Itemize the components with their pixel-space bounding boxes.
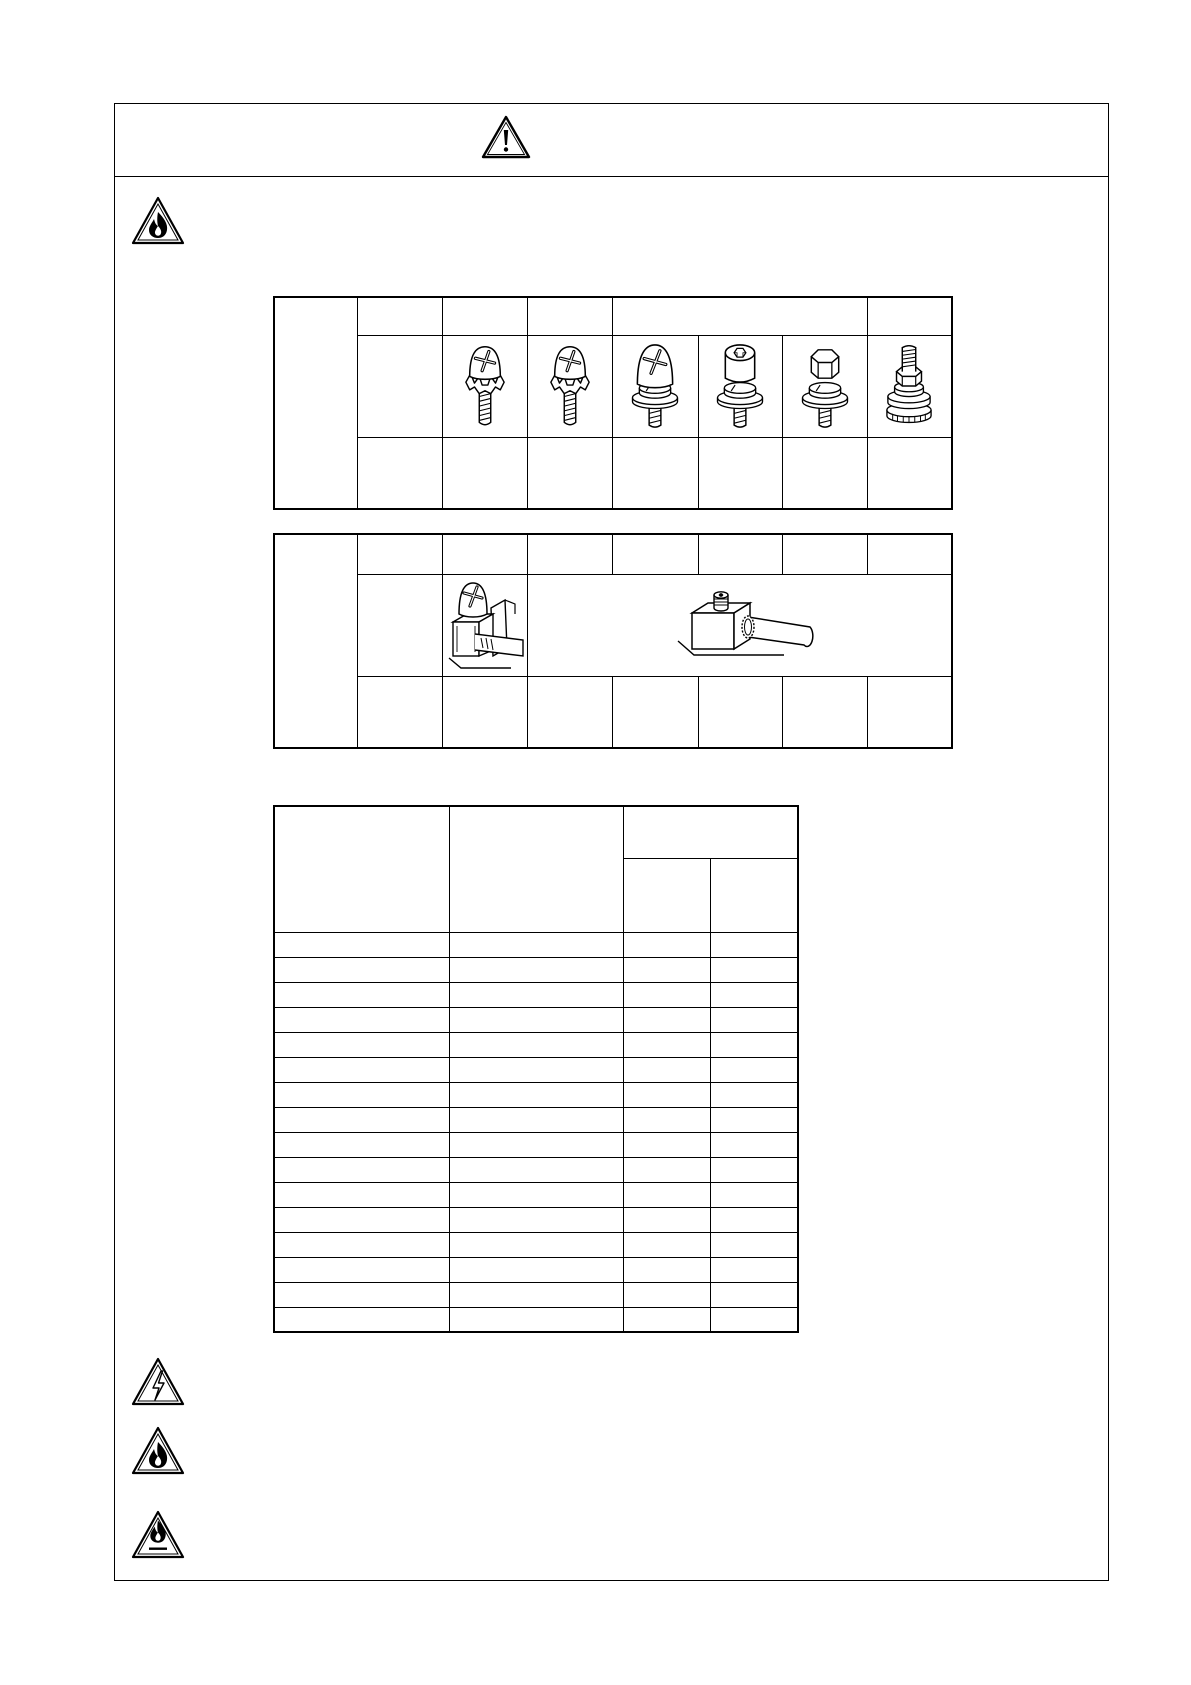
table-cell <box>274 1182 449 1207</box>
fire-hazard-icon <box>131 196 185 246</box>
electric-shock-icon <box>131 1357 185 1407</box>
table-cell <box>623 932 710 957</box>
pan-head-screw-spring-flat-washer-icon <box>630 341 680 431</box>
fastener-table-header-row <box>274 297 952 335</box>
terminal-table-label-cell <box>357 676 442 748</box>
fastener-value-cell <box>867 437 952 509</box>
table-row <box>274 1132 798 1157</box>
fastener-table-header-cell <box>867 297 952 335</box>
table-cell <box>623 1232 710 1257</box>
terminal-table-header-cell <box>867 534 952 574</box>
table-cell <box>710 1257 798 1282</box>
table-cell <box>274 1032 449 1057</box>
table-cell <box>449 1307 623 1332</box>
fastener-table-label-cell <box>357 437 442 509</box>
terminal-value-cell <box>867 676 952 748</box>
terminal-image-cell <box>527 574 952 676</box>
table-cell <box>623 957 710 982</box>
terminal-value-cell <box>612 676 698 748</box>
fire-hazard-icon <box>131 1426 185 1476</box>
fastener-value-cell <box>698 437 782 509</box>
fastener-table-header-cell <box>442 297 527 335</box>
terminal-table-header-row <box>274 534 952 574</box>
table-cell <box>274 1232 449 1257</box>
table-cell <box>449 1132 623 1157</box>
set-screw-terminal-block-icon <box>676 583 816 667</box>
table-cell <box>449 1282 623 1307</box>
table-cell <box>710 1132 798 1157</box>
fastener-value-cell <box>442 437 527 509</box>
table-cell <box>623 1132 710 1157</box>
terminal-table <box>273 533 953 749</box>
table-cell <box>710 1207 798 1232</box>
table-cell <box>623 1057 710 1082</box>
terminal-image-cell <box>442 574 527 676</box>
fastener-image-cell <box>867 335 952 437</box>
table-cell <box>623 1207 710 1232</box>
table-row <box>274 1082 798 1107</box>
terminal-table-header-cell <box>527 534 612 574</box>
table-row <box>274 1257 798 1282</box>
table-cell <box>623 1082 710 1107</box>
table-cell <box>449 1182 623 1207</box>
terminal-table-label-cell <box>357 534 442 574</box>
terminal-table-label-cell <box>357 574 442 676</box>
terminal-table-header-cell <box>612 534 698 574</box>
table-cell <box>449 1157 623 1182</box>
socket-head-bolt-washer-icon <box>715 341 765 431</box>
table-cell <box>274 1307 449 1332</box>
table-cell <box>274 1107 449 1132</box>
fastener-image-cell <box>698 335 782 437</box>
table-cell <box>274 932 449 957</box>
terminal-table-header-cell <box>698 534 782 574</box>
table-cell <box>710 1157 798 1182</box>
table-cell <box>449 982 623 1007</box>
table-cell <box>274 1207 449 1232</box>
table-cell <box>274 1282 449 1307</box>
data-table-header-cell <box>274 806 449 932</box>
table-cell <box>623 1257 710 1282</box>
table-cell <box>623 1282 710 1307</box>
table-cell <box>449 1082 623 1107</box>
table-cell <box>623 1157 710 1182</box>
table-row <box>274 957 798 982</box>
stud-nut-washer-icon <box>885 341 933 431</box>
data-table <box>273 805 799 1333</box>
table-cell <box>449 1232 623 1257</box>
table-row <box>274 1282 798 1307</box>
terminal-value-cell <box>527 676 612 748</box>
fastener-value-cell <box>782 437 867 509</box>
table-cell <box>274 1257 449 1282</box>
table-row <box>274 932 798 957</box>
data-table-group-header <box>623 806 798 858</box>
table-cell <box>710 982 798 1007</box>
terminal-table-header-cell <box>442 534 527 574</box>
table-cell <box>710 1032 798 1057</box>
terminal-table-value-row <box>274 676 952 748</box>
table-cell <box>710 1007 798 1032</box>
table-cell <box>274 1132 449 1157</box>
table-cell <box>274 1057 449 1082</box>
data-table-header-row <box>274 806 798 858</box>
table-cell <box>623 1107 710 1132</box>
fastener-image-cell <box>612 335 698 437</box>
table-cell <box>449 1007 623 1032</box>
fastener-table-image-row <box>274 335 952 437</box>
fastener-value-cell <box>527 437 612 509</box>
data-table-subheader-cell <box>623 858 710 932</box>
table-cell <box>274 1082 449 1107</box>
table-row <box>274 1107 798 1132</box>
table-row <box>274 1057 798 1082</box>
table-cell <box>710 957 798 982</box>
fastener-image-cell <box>782 335 867 437</box>
table-cell <box>449 957 623 982</box>
table-cell <box>449 1032 623 1057</box>
terminal-value-cell <box>698 676 782 748</box>
fastener-table-header-cell <box>527 297 612 335</box>
screw-clamp-terminal-icon <box>445 578 525 672</box>
pan-head-screw-toothed-washer-icon <box>546 342 594 430</box>
table-row <box>274 1032 798 1057</box>
table-cell <box>449 1257 623 1282</box>
table-cell <box>623 1307 710 1332</box>
table-cell <box>274 1007 449 1032</box>
table-cell <box>623 1032 710 1057</box>
table-cell <box>274 957 449 982</box>
terminal-table-row-header <box>274 534 357 748</box>
table-row <box>274 1307 798 1332</box>
terminal-value-cell <box>782 676 867 748</box>
table-row <box>274 1157 798 1182</box>
table-row <box>274 1182 798 1207</box>
fastener-table-label-cell <box>357 297 442 335</box>
table-cell <box>623 1007 710 1032</box>
table-cell <box>710 1307 798 1332</box>
fastener-image-cell <box>442 335 527 437</box>
table-row <box>274 1207 798 1232</box>
table-cell <box>710 1082 798 1107</box>
table-cell <box>710 1232 798 1257</box>
fastener-value-cell <box>612 437 698 509</box>
fastener-image-cell <box>527 335 612 437</box>
data-table-header-cell <box>449 806 623 932</box>
table-cell <box>710 1107 798 1132</box>
table-cell <box>449 1057 623 1082</box>
fastener-table <box>273 296 953 510</box>
header-divider <box>115 176 1108 177</box>
terminal-value-cell <box>442 676 527 748</box>
table-cell <box>449 932 623 957</box>
fastener-table-value-row <box>274 437 952 509</box>
table-cell <box>449 1107 623 1132</box>
ignition-hazard-icon <box>131 1510 185 1560</box>
terminal-table-image-row <box>274 574 952 676</box>
table-row <box>274 1007 798 1032</box>
table-cell <box>710 1182 798 1207</box>
table-cell <box>449 1207 623 1232</box>
fastener-table-header-cell <box>612 297 867 335</box>
caution-icon <box>480 114 532 160</box>
fastener-table-row-header <box>274 297 357 509</box>
table-cell <box>710 1057 798 1082</box>
table-row <box>274 982 798 1007</box>
hex-bolt-washer-icon <box>800 341 850 431</box>
table-cell <box>710 1282 798 1307</box>
data-table-subheader-cell <box>710 858 798 932</box>
pan-head-screw-toothed-washer-icon <box>461 342 509 430</box>
table-cell <box>710 932 798 957</box>
fastener-table-label-cell <box>357 335 442 437</box>
table-cell <box>274 982 449 1007</box>
table-cell <box>274 1157 449 1182</box>
table-cell <box>623 1182 710 1207</box>
table-cell <box>623 982 710 1007</box>
table-row <box>274 1232 798 1257</box>
terminal-table-header-cell <box>782 534 867 574</box>
